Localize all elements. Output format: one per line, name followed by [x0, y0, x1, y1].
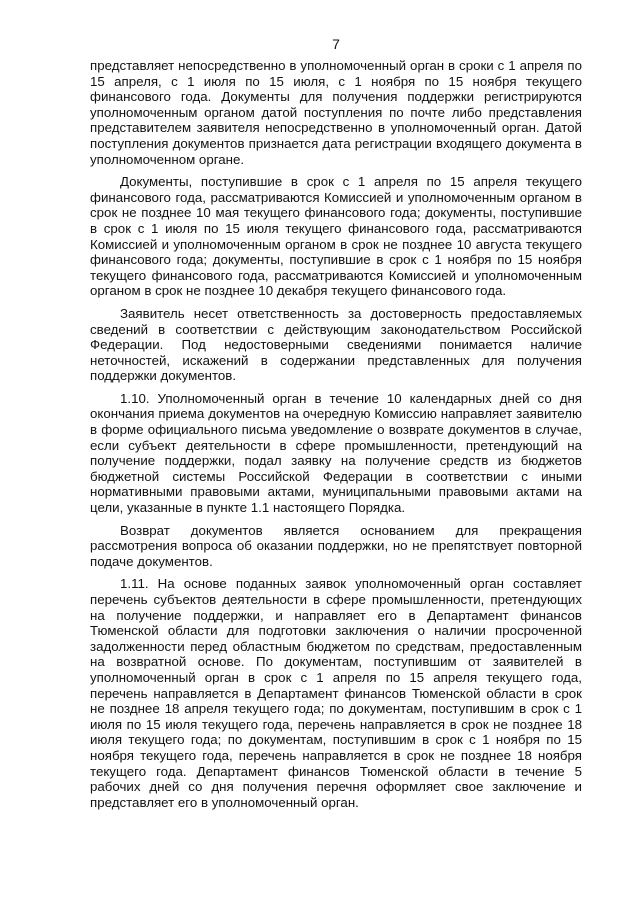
paragraph-continuation: представляет непосредственно в уполномоченный орган в сроки с 1 апреля по 15 апреля, с 1 июля по 15 июля, с 1 ноября по 15 ноября текущего финансового года. Документы для получения поддержки регистрируются уполномоченным органом датой поступления по почте либо представления представителем заявителя непосредственно в уполномоченный орган. Датой поступления документов признается дата регистрации входящего документа в уполномоченном органе.	[90, 58, 582, 167]
paragraph-return-of-documents: Возврат документов является основанием для прекращения рассмотрения вопроса об оказании поддержки, но не препятствует повторной подаче документов.	[90, 522, 582, 569]
document-body	[90, 58, 582, 810]
page-number: 7	[332, 36, 340, 52]
paragraph-review-deadlines: Документы, поступившие в срок с 1 апреля по 15 апреля текущего финансового года, рассматриваются Комиссией и уполномоченным органом в срок не позднее 10 мая текущего финансового года; документы, поступившие в срок с 1 июля по 15 июля текущего финансового года, рассматриваются Комиссией и уполномоченным органом в срок не позднее 10 августа текущего финансового года; документы, поступившие в срок с 1 ноября по 15 ноября текущего финансового года, рассматриваются Комиссией и уполномоченным органом в срок не позднее 10 декабря текущего финансового года.	[90, 174, 582, 299]
paragraph-clause-1-11: 1.11. На основе поданных заявок уполномоченный орган составляет перечень субъектов деятельности в сфере промышленности, претендующих на получение поддержки, и направляет его в Департамент финансов Тюменской области для подготовки заключения о наличии просроченной задолженности перед областным бюджетом по средствам, предоставленным на возвратной основе. По документам, поступившим от заявителей в уполномоченный орган в срок с 1 апреля по 15 апреля текущего года, перечень направляется в Департамент финансов Тюменской области в срок не позднее 18 апреля текущего года; по документам, поступившим в срок с 1 июля по 15 июля текущего года, перечень направляется в срок не позднее 18 июля текущего года; по документам, поступившим в срок с 1 ноября по 15 ноября текущего года, перечень направляется в срок не позднее 18 ноября текущего года. Департамент финансов Тюменской области в течение 5 рабочих дней со дня получения перечня оформляет свое заключение и представляет его в уполномоченный орган.	[90, 576, 582, 810]
paragraph-clause-1-10: 1.10. Уполномоченный орган в течение 10 календарных дней со дня окончания приема документов на очередную Комиссию направляет заявителю в форме официального письма уведомление о возврате документов в случае, если субъект деятельности в сфере промышленности, претендующий на получение поддержки, подал заявку на получение средств из бюджетов бюджетной системы Российской Федерации в соответствии с иными нормативными правовыми актами, муниципальными правовыми актами на цели, указанные в пункте 1.1 настоящего Порядка.	[90, 390, 582, 516]
paragraph-applicant-responsibility: Заявитель несет ответственность за достоверность предоставляемых сведений в соответствии с действующим законодательством Российской Федерации. Под недостоверными сведениями понимается наличие неточностей, искажений в содержании представленных для получения поддержки документов.	[90, 305, 582, 384]
